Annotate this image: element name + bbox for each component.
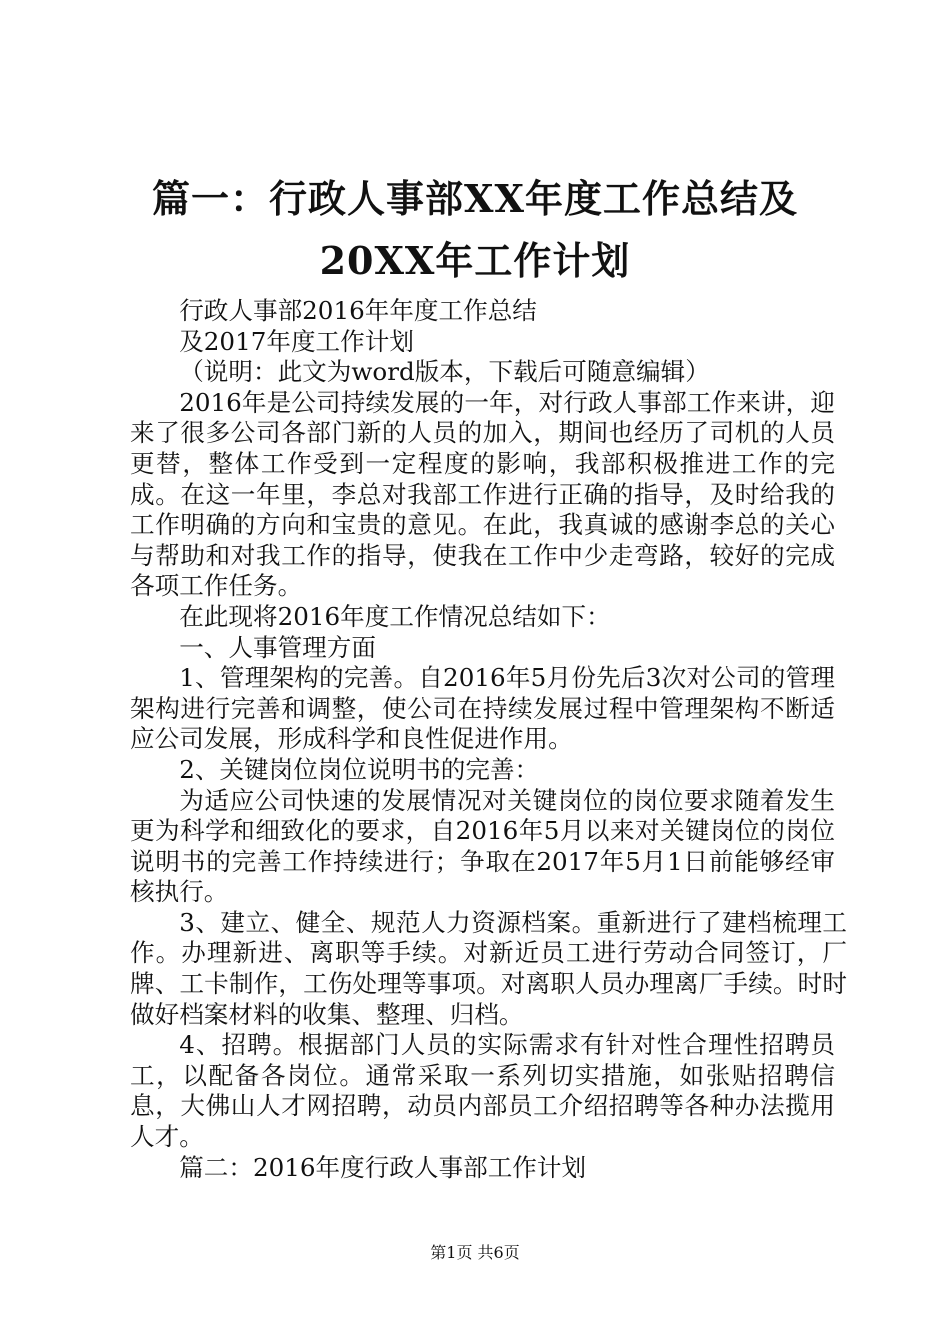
paragraph-item-2-heading: 2、关键岗位岗位说明书的完善：	[179, 754, 540, 784]
paragraph-item-3: 3、建立、健全、规范人力资源档案。重新进行了建档梳理工作。办理新进、离职等手续。对新近员工进行劳动合同签订，厂牌、工卡制作，工伤处理等事项。对离职人员办理离厂手续。时时做好档案材料的收集、整理、归档。	[130, 907, 847, 1029]
paragraph-item-2-body: 为适应公司快速的发展情况对关键岗位的岗位要求随着发生更为科学和细致化的要求，自2016年5月以来对关键岗位的岗位说明书的完善工作持续进行；争取在2017年5月1日前能够经审核执行。	[130, 785, 835, 907]
chapter-two-heading: 篇二：2016年度行政人事部工作计划	[179, 1152, 587, 1182]
document-title: 篇一：行政人事部XX年度工作总结及20XX年工作计划	[152, 176, 798, 283]
document-body	[130, 296, 847, 1183]
subtitle-line-2: 及2017年度工作计划	[179, 326, 414, 356]
paragraph-item-1: 1、管理架构的完善。自2016年5月份先后3次对公司的管理架构进行完善和调整，使公司在持续发展过程中管理架构不断适应公司发展，形成科学和良性促进作用。	[130, 663, 835, 754]
paragraph-summary-lead: 在此现将2016年度工作情况总结如下：	[179, 601, 611, 631]
page-footer: 第1页 共6页	[430, 1243, 520, 1262]
edit-note: （说明：此文为word版本，下载后可随意编辑）	[179, 357, 710, 387]
paragraph-item-4: 4、招聘。根据部门人员的实际需求有针对性合理性招聘员工，以配备各岗位。通常采取一系列切实措施，如张贴招聘信息，大佛山人才网招聘，动员内部员工介绍招聘等各种办法揽用人才。	[130, 1030, 835, 1152]
subtitle-line-1: 行政人事部2016年年度工作总结	[179, 296, 537, 325]
section-heading-hr: 一、人事管理方面	[179, 632, 376, 662]
paragraph-intro: 2016年是公司持续发展的一年，对行政人事部工作来讲，迎来了很多公司各部门新的人员的加入，期间也经历了司机的人员更替，整体工作受到一定程度的影响，我部积极推进工作的完成。在这一年里，李总对我部工作进行正确的指导，及时给我的工作明确的方向和宝贵的意见。在此，我真诚的感谢李总的关心与帮助和对我工作的指导，使我在工作中少走弯路，较好的完成各项工作任务。	[130, 387, 835, 601]
